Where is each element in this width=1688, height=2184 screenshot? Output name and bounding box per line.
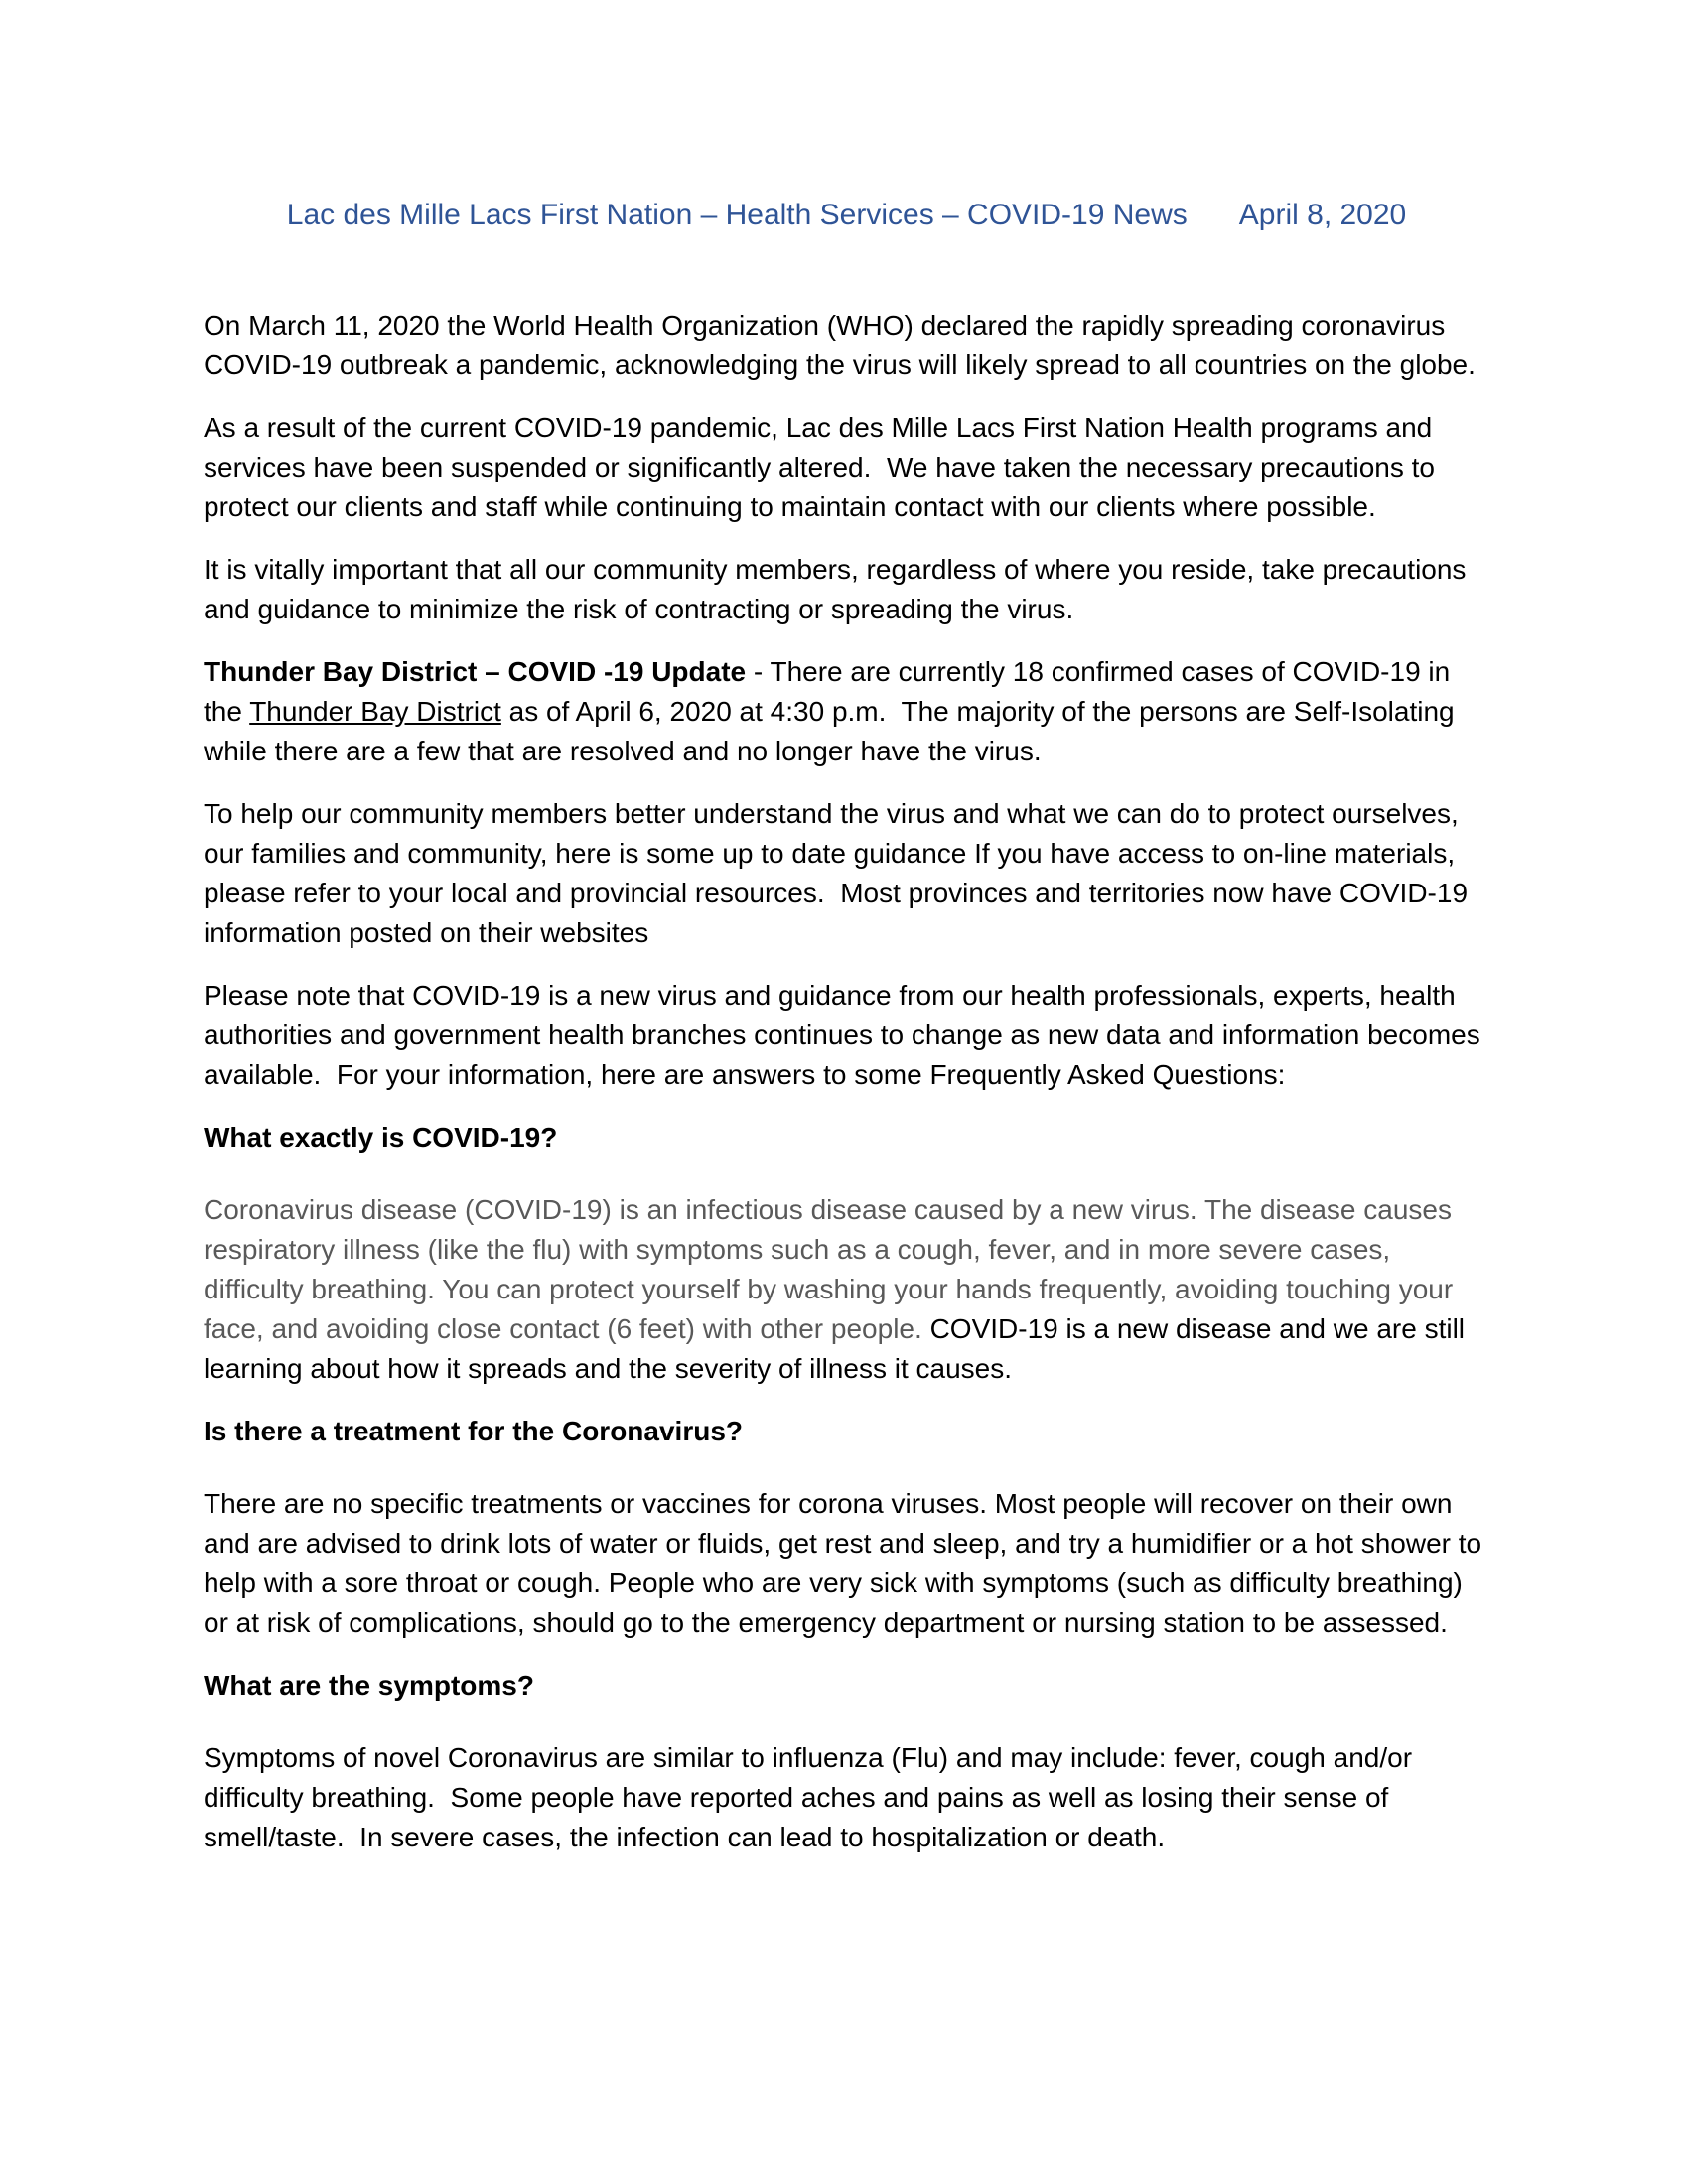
thunder-bay-update-title: Thunder Bay District – COVID -19 Update [204, 656, 747, 687]
paragraph-covid-definition [204, 1190, 1489, 1389]
thunder-bay-update-rest: as of April 6, 2020 at 4:30 p.m. The majority of the persons are Self-Isolating while there are a few that are resolved and no longer have the virus. [204, 696, 1463, 766]
covid-definition-black-text: COVID-19 is a new disease and we are still learning about how it spreads and the severity of illness it causes. [204, 1313, 1473, 1384]
covid-definition-gray-text: Coronavirus disease (COVID-19) is an infectious disease caused by a new virus. The disease causes respiratory illness (like the flu) with symptoms such as a cough, fever, and in more severe cases, difficulty breathing. You can protect yourself by washing your hands frequently, avoiding touching your face, and avoiding close contact (6 feet) with other people. [204, 1194, 1461, 1344]
title-text: Lac des Mille Lacs First Nation – Health Services – COVID-19 News [286, 199, 1188, 231]
heading-what-is-covid19: What exactly is COVID-19? [204, 1122, 558, 1153]
paragraph-new-virus-note: Please note that COVID-19 is a new virus and guidance from our health professionals, experts, health authorities and government health branches continues to change as new data and information becomes available. For your information, here are answers to some Frequently Asked Questions: [204, 980, 1488, 1090]
paragraph-thunder-bay-update [204, 652, 1489, 771]
document-title [204, 195, 1489, 236]
paragraph-who-declaration: On March 11, 2020 the World Health Organization (WHO) declared the rapidly spreading coronavirus COVID-19 outbreak a pandemic, acknowledging the virus will likely spread to all countries on the globe. [204, 310, 1476, 380]
title-date: April 8, 2020 [1238, 199, 1407, 231]
paragraph-treatment-info: There are no specific treatments or vaccines for corona viruses. Most people will recover on their own and are advised to drink lots of water or fluids, get rest and sleep, and try a humidifier or a hot shower to help with a sore throat or cough. People who are very sick with symptoms (such as difficulty breathing) or at risk of complications, should go to the emergency department or nursing station to be assessed. [204, 1488, 1489, 1638]
paragraph-services-suspended: As a result of the current COVID-19 pandemic, Lac des Mille Lacs First Nation Health programs and services have been suspended or significantly altered. We have taken the necessary precautions to protect our clients and staff while continuing to maintain contact with our clients where possible. [204, 412, 1443, 522]
heading-symptoms: What are the symptoms? [204, 1670, 534, 1701]
thunder-bay-district-underlined: Thunder Bay District [249, 696, 501, 727]
thunder-bay-update-intro: - There are currently 18 confirmed cases of COVID-19 in the [204, 656, 1458, 727]
paragraph-guidance-resources: To help our community members better understand the virus and what we can do to protect ourselves, our families and community, here is some up to date guidance If you have access to on-line materials, please refer to your local and provincial resources. Most provinces and territories now have COVID-19 information posted on their websites [204, 798, 1476, 948]
heading-treatment: Is there a treatment for the Coronavirus? [204, 1416, 744, 1446]
paragraph-community-precautions: It is vitally important that all our community members, regardless of where you reside, take precautions and guidance to minimize the risk of contracting or spreading the virus. [204, 554, 1475, 624]
paragraph-symptoms-info: Symptoms of novel Coronavirus are similar to influenza (Flu) and may include: fever, cough and/or difficulty breathing. Some people have reported aches and pains as well as losing their sense of smell/taste. In severe cases, the infection can lead to hospitalization or death. [204, 1742, 1420, 1852]
